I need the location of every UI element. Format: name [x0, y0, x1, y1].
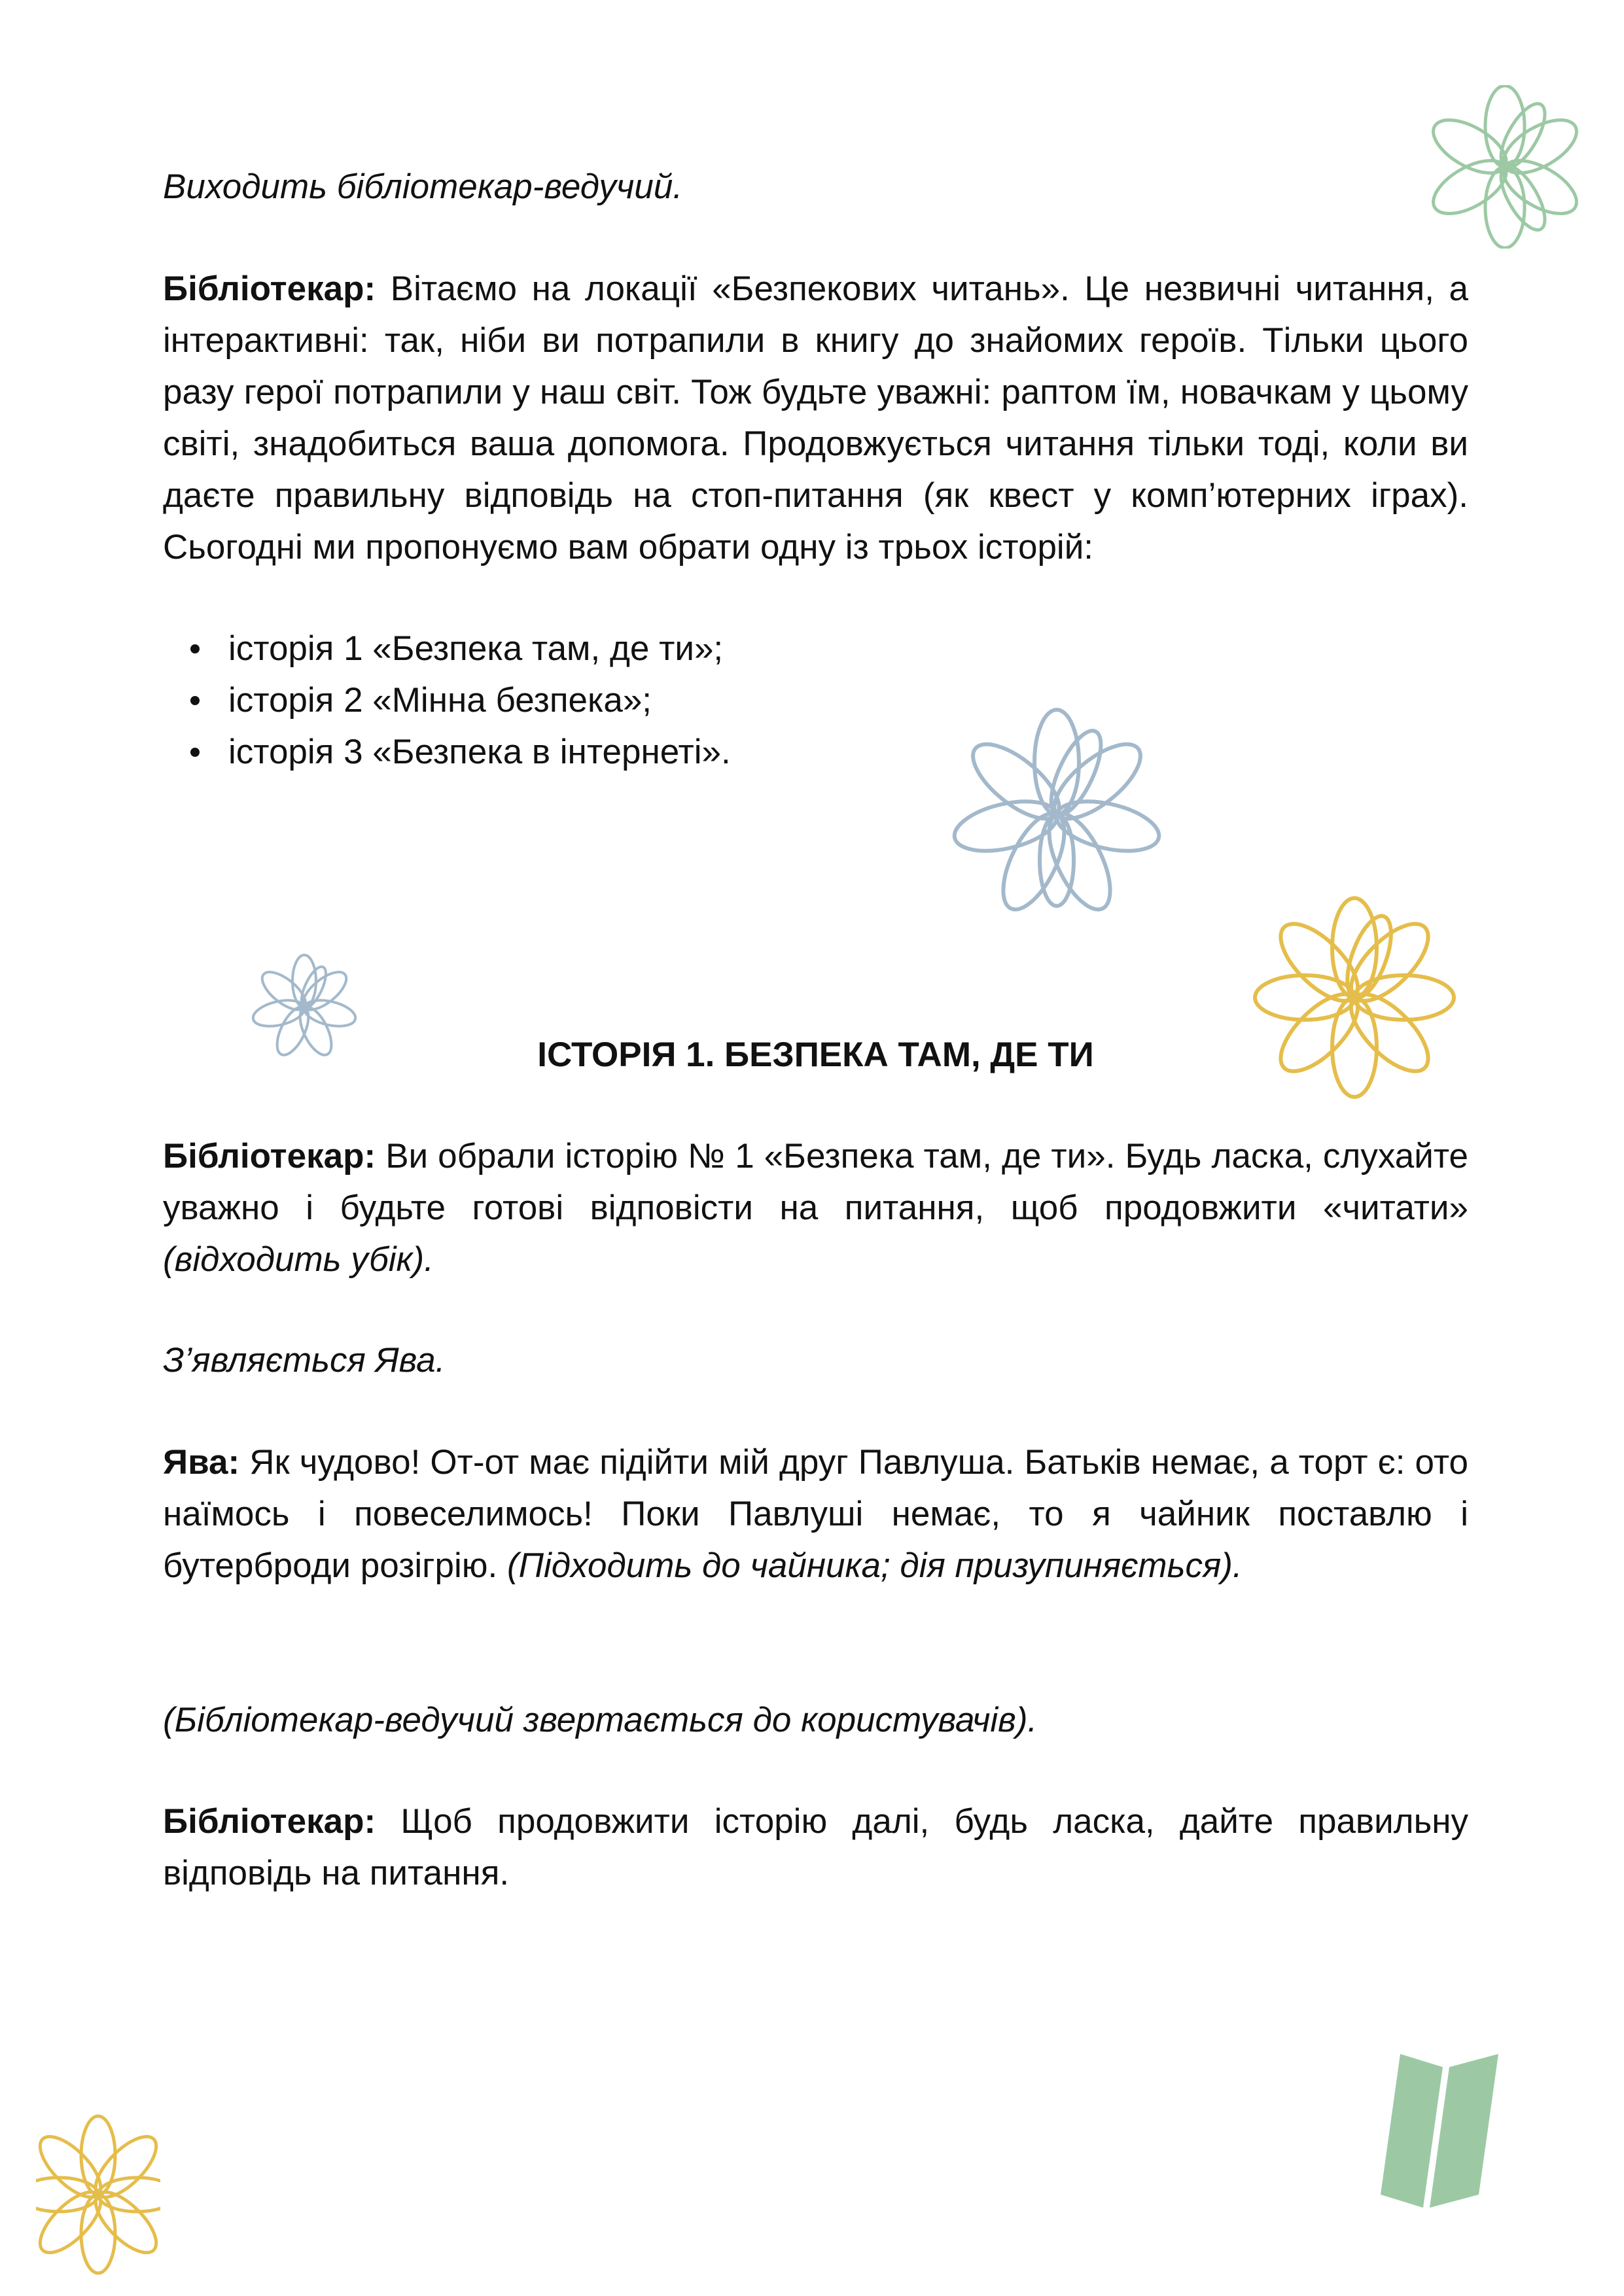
bullet-icon: [190, 644, 200, 653]
speaker-label: Бібліотекар:: [163, 270, 376, 308]
list-item: [163, 726, 731, 778]
paragraph-librarian-choice: [163, 1130, 1468, 1285]
stage-direction-intro: Виходить бібліотекар-ведучий.: [163, 167, 683, 206]
paragraph-librarian-welcome: [163, 263, 1468, 573]
paragraph-text: Ви обрали історію № 1 «Безпека там, де ти». Будь ласка, слухайте уважно і будьте готові відповісти на питання, щоб продовжити «читати»: [163, 1137, 1468, 1227]
stage-direction-librarian-addresses: (Бібліотекар-ведучий звертається до користувачів).: [163, 1701, 1038, 1739]
list-item: [163, 674, 731, 726]
story-option-label: історія 2 «Мінна безпека»;: [228, 681, 652, 720]
speaker-label: Ява:: [163, 1443, 240, 1482]
paragraph-librarian-question: [163, 1796, 1468, 1899]
story-list: [163, 623, 731, 778]
flower-icon-blue-large: [949, 706, 1165, 922]
paragraph-yava: [163, 1436, 1468, 1592]
paragraph-text: Щоб продовжити історію далі, будь ласка, дайте правильну відповідь на питання.: [163, 1802, 1468, 1892]
paragraph-text: Вітаємо на локації «Безпекових читань». Це незвичні читання, а інтерактивні: так, ніби ви потрапили в книгу до знайомих героїв. Тільки цього разу герої потрапили у наш світ. Тож будьте уважні: раптом їм, новачкам у цьому світі, знадобиться ваша допомога. Продовжується читання тільки тоді, коли ви даєте правильну відповідь на стоп-питання (як квест у комп’ютерних іграх). Сьогодні ми пропонуємо вам обрати одну із трьох історій:: [163, 270, 1468, 566]
list-item: [163, 623, 731, 674]
bullet-icon: [190, 748, 200, 757]
stage-direction-inline: (Підходить до чайника; дія призупиняється).: [506, 1546, 1243, 1585]
story-option-label: історія 3 «Безпека в інтернеті».: [228, 733, 731, 771]
section-heading: ІСТОРІЯ 1. БЕЗПЕКА ТАМ, ДЕ ТИ: [537, 1035, 1094, 1074]
paragraph-text: Як чудово! От-от має підійти мій друг Павлуша. Батьків немає, а торт є: ото наїмось і повеселимось! Поки Павлуші немає, то я чайник поставлю і бутерброди розігрію.: [163, 1443, 1468, 1585]
stage-direction-yava-appears: З’являється Ява.: [163, 1341, 446, 1380]
speaker-label: Бібліотекар:: [163, 1802, 376, 1841]
speaker-label: Бібліотекар:: [163, 1137, 376, 1175]
flower-icon-yellow-bottom: [36, 2110, 160, 2280]
bullet-icon: [190, 696, 200, 705]
book-icon: [1374, 2047, 1505, 2218]
stage-direction-inline: (відходить убік).: [163, 1240, 434, 1279]
story-option-label: історія 1 «Безпека там, де ти»;: [228, 629, 724, 668]
